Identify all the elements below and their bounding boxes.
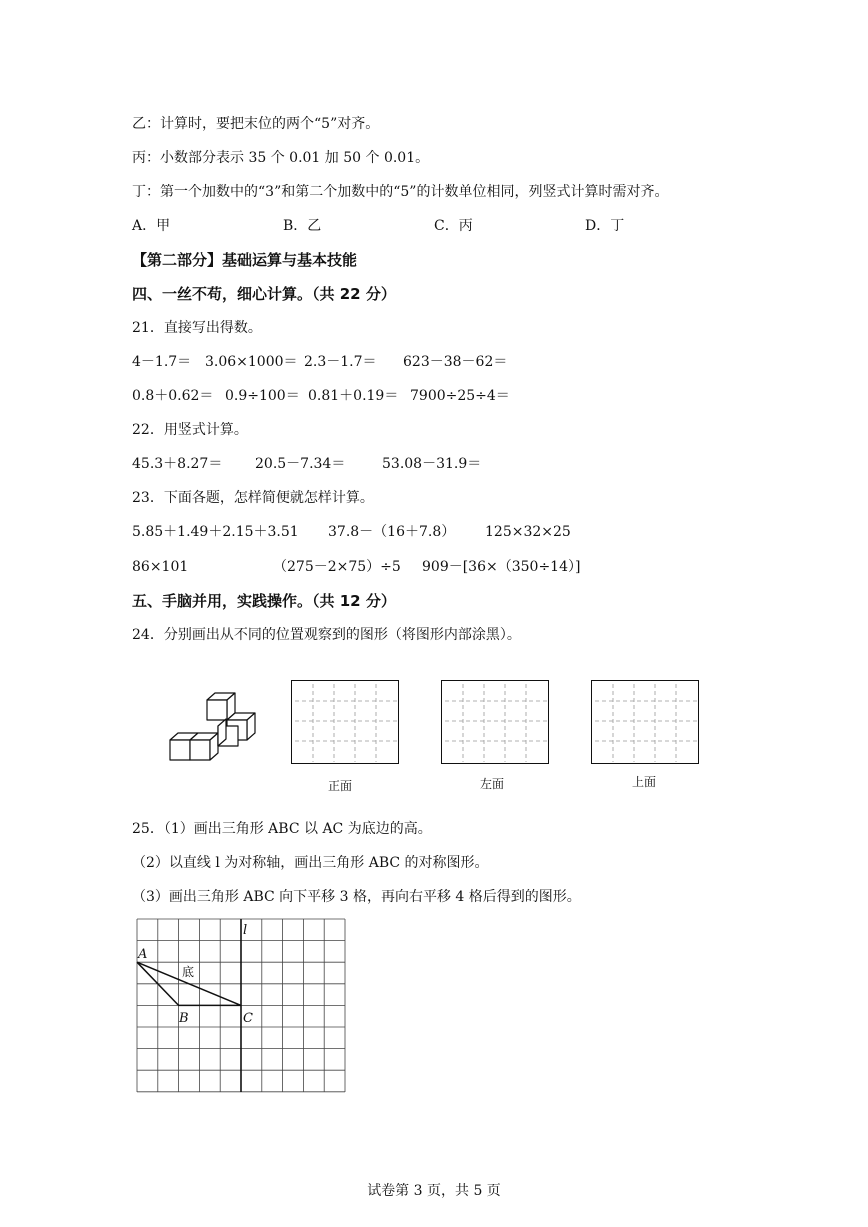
- label-l: l: [243, 923, 248, 938]
- view-grid-left[interactable]: [441, 680, 549, 764]
- q21-item: 4－1.7＝: [132, 354, 192, 370]
- choice-d[interactable]: D．丁: [585, 218, 625, 234]
- view-grid-top[interactable]: [591, 680, 699, 764]
- part2-title: 【第二部分】基础运算与基本技能: [132, 251, 358, 269]
- q24-prompt: 24．分别画出从不同的位置观察到的图形（将图形内部涂黑）。: [132, 627, 521, 643]
- q22-item: 45.3＋8.27＝: [132, 456, 223, 472]
- label-b: B: [179, 1011, 189, 1026]
- q21-item: 3.06×1000＝: [205, 354, 298, 370]
- label-base: 底: [182, 965, 195, 979]
- view-grid-front[interactable]: [291, 680, 399, 764]
- option-yi: 乙：计算时，要把末位的两个“5”对齐。: [132, 116, 380, 132]
- view-label-front: 正面: [328, 779, 353, 793]
- label-a: A: [138, 947, 148, 962]
- view-label-top: 上面: [632, 775, 657, 789]
- q21-item: 623－38－62＝: [403, 354, 508, 370]
- q25-part3: （3）画出三角形 ABC 向下平移 3 格，再向右平移 4 格后得到的图形。: [132, 889, 581, 905]
- q23-prompt: 23．下面各题，怎样简便就怎样计算。: [132, 490, 374, 506]
- triangle-grid[interactable]: [136, 918, 348, 1094]
- choice-a[interactable]: A．甲: [132, 218, 171, 234]
- q21-prompt: 21．直接写出得数。: [132, 320, 262, 336]
- grid-lines: [292, 681, 400, 765]
- q23-item: 125×32×25: [485, 524, 571, 540]
- q23-item: 86×101: [132, 559, 189, 575]
- q23-item: 37.8－（16＋7.8）: [328, 524, 456, 540]
- q25-part1: 25．（1）画出三角形 ABC 以 AC 为底边的高。: [132, 821, 432, 837]
- q22-prompt: 22．用竖式计算。: [132, 422, 248, 438]
- q21-item: 0.9÷100＝: [225, 388, 300, 404]
- choice-b[interactable]: B．乙: [283, 218, 322, 234]
- q22-item: 20.5－7.34＝: [255, 456, 346, 472]
- q23-item: 5.85＋1.49＋2.15＋3.51: [132, 524, 299, 540]
- option-bing: 丙：小数部分表示 35 个 0.01 加 50 个 0.01。: [132, 150, 430, 166]
- q21-item: 2.3－1.7＝: [304, 354, 377, 370]
- grid-lines: [592, 681, 700, 765]
- page-footer: 试卷第 3 页，共 5 页: [367, 1183, 501, 1199]
- cube-stack-figure: [164, 690, 264, 762]
- label-c: C: [243, 1011, 253, 1026]
- section4-title: 四、一丝不苟，细心计算。（共 22 分）: [132, 285, 396, 303]
- q22-item: 53.08－31.9＝: [382, 456, 482, 472]
- choice-c[interactable]: C．丙: [434, 218, 473, 234]
- q23-item: （275－2×75）÷5: [273, 559, 401, 575]
- section5-title: 五、手脑并用，实践操作。（共 12 分）: [132, 592, 396, 610]
- q23-item: 909－[36×（350÷14）]: [422, 559, 581, 575]
- view-label-left: 左面: [480, 777, 505, 791]
- q21-item: 0.81＋0.19＝: [308, 388, 399, 404]
- option-ding: 丁：第一个加数中的“3”和第二个加数中的“5”的计数单位相同，列竖式计算时需对齐。: [132, 184, 669, 200]
- grid-lines: [442, 681, 550, 765]
- q25-part2: （2）以直线 l 为对称轴，画出三角形 ABC 的对称图形。: [132, 855, 489, 871]
- q21-item: 0.8＋0.62＝: [132, 388, 214, 404]
- q21-item: 7900÷25÷4＝: [410, 388, 510, 404]
